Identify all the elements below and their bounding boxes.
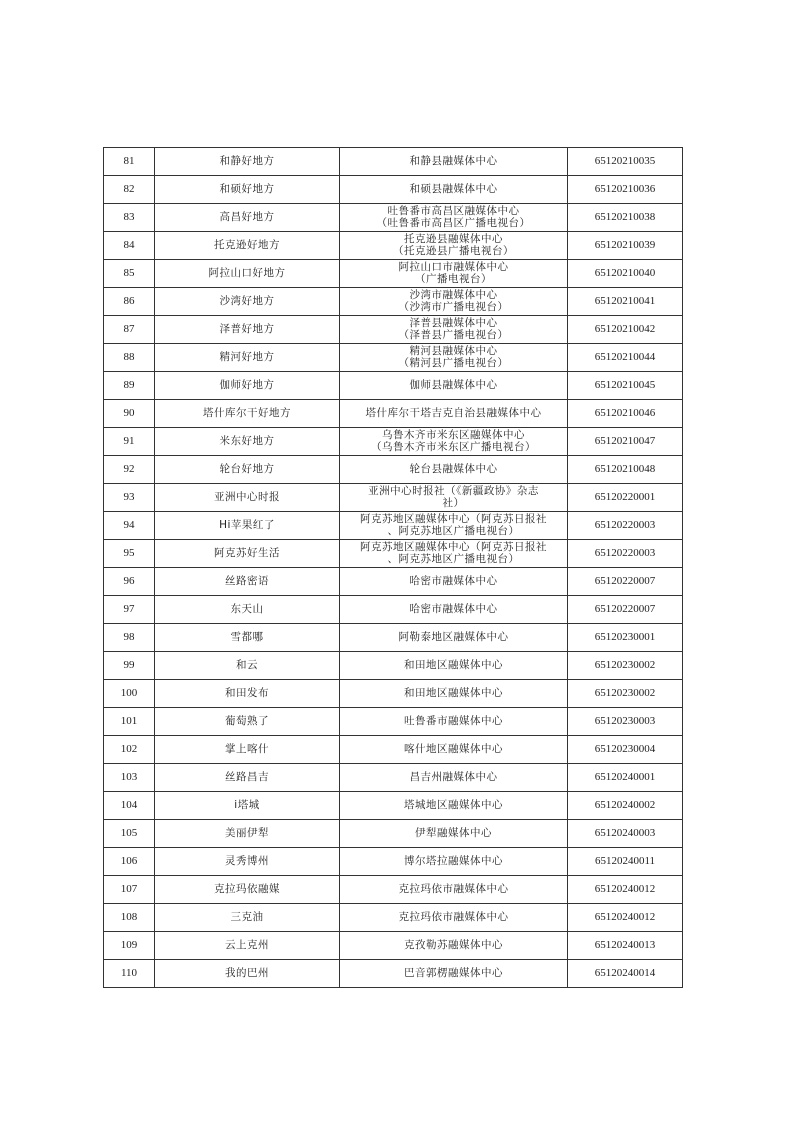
row-number: 103 xyxy=(104,764,155,792)
organization xyxy=(340,428,568,456)
organization xyxy=(340,820,568,848)
registration-code: 65120210044 xyxy=(568,344,683,372)
row-number: 94 xyxy=(104,512,155,540)
row-number: 101 xyxy=(104,708,155,736)
table-row xyxy=(104,512,683,540)
organization-line: （广播电视台） xyxy=(415,272,492,285)
account-name: Hi苹果红了 xyxy=(155,512,340,540)
table-row xyxy=(104,708,683,736)
organization-line: 轮台县融媒体中心 xyxy=(409,462,498,475)
account-name: 丝路昌吉 xyxy=(155,764,340,792)
table-row xyxy=(104,148,683,176)
account-name: 美丽伊犁 xyxy=(155,820,340,848)
row-number: 91 xyxy=(104,428,155,456)
registration-code: 65120240012 xyxy=(568,904,683,932)
account-name: 轮台好地方 xyxy=(155,456,340,484)
organization-line: 阿克苏地区融媒体中心（阿克苏日报社 xyxy=(360,513,547,525)
organization xyxy=(340,288,568,316)
organization-line: 克孜勒苏融媒体中心 xyxy=(404,938,503,951)
organization-line: 精河县融媒体中心 xyxy=(409,345,498,357)
registration-code: 65120240012 xyxy=(568,876,683,904)
account-name: 和田发布 xyxy=(155,680,340,708)
table-row xyxy=(104,624,683,652)
organization-line: 克拉玛依市融媒体中心 xyxy=(398,882,509,895)
table-row xyxy=(104,344,683,372)
table-row xyxy=(104,932,683,960)
account-name: 阿拉山口好地方 xyxy=(155,260,340,288)
registration-code: 65120210045 xyxy=(568,372,683,400)
row-number: 99 xyxy=(104,652,155,680)
organization xyxy=(340,456,568,484)
registration-code: 65120230002 xyxy=(568,652,683,680)
row-number: 106 xyxy=(104,848,155,876)
registration-code: 65120220007 xyxy=(568,596,683,624)
registration-code: 65120210046 xyxy=(568,400,683,428)
registration-code: 65120240011 xyxy=(568,848,683,876)
registration-code: 65120210039 xyxy=(568,232,683,260)
organization xyxy=(340,372,568,400)
organization xyxy=(340,484,568,512)
organization-line: 和田地区融媒体中心 xyxy=(404,658,503,671)
row-number: 88 xyxy=(104,344,155,372)
row-number: 110 xyxy=(104,960,155,988)
organization-line: 哈密市融媒体中心 xyxy=(409,574,498,587)
row-number: 107 xyxy=(104,876,155,904)
account-name: 和云 xyxy=(155,652,340,680)
organization xyxy=(340,204,568,232)
row-number: 104 xyxy=(104,792,155,820)
organization-line: 泽普县融媒体中心 xyxy=(409,317,498,329)
row-number: 84 xyxy=(104,232,155,260)
organization-line: 乌鲁木齐市米东区融媒体中心 xyxy=(382,429,525,441)
registration-code: 65120240001 xyxy=(568,764,683,792)
account-name: 高昌好地方 xyxy=(155,204,340,232)
organization xyxy=(340,176,568,204)
organization-line: （托克逊县广播电视台） xyxy=(393,244,514,257)
organization-line: 、阿克苏地区广播电视台） xyxy=(387,524,520,537)
table-row xyxy=(104,596,683,624)
table-row xyxy=(104,204,683,232)
organization-line: 哈密市融媒体中心 xyxy=(409,602,498,615)
organization xyxy=(340,904,568,932)
account-name: 三克油 xyxy=(155,904,340,932)
table-row xyxy=(104,960,683,988)
organization xyxy=(340,344,568,372)
account-name: 克拉玛依融媒 xyxy=(155,876,340,904)
registration-code: 65120210041 xyxy=(568,288,683,316)
account-name: 托克逊好地方 xyxy=(155,232,340,260)
registration-code: 65120230003 xyxy=(568,708,683,736)
organization-line: 沙湾市融媒体中心 xyxy=(409,289,498,301)
row-number: 87 xyxy=(104,316,155,344)
row-number: 100 xyxy=(104,680,155,708)
row-number: 92 xyxy=(104,456,155,484)
table-row xyxy=(104,428,683,456)
organization-line: （泽普县广播电视台） xyxy=(398,328,509,341)
organization xyxy=(340,680,568,708)
organization-line: 托克逊县融媒体中心 xyxy=(404,233,503,245)
table-body xyxy=(104,148,683,988)
row-number: 93 xyxy=(104,484,155,512)
organization xyxy=(340,568,568,596)
row-number: 102 xyxy=(104,736,155,764)
organization xyxy=(340,148,568,176)
account-name: 沙湾好地方 xyxy=(155,288,340,316)
organization-line: （精河县广播电视台） xyxy=(398,356,509,369)
row-number: 109 xyxy=(104,932,155,960)
row-number: 96 xyxy=(104,568,155,596)
organization xyxy=(340,848,568,876)
registration-code: 65120220003 xyxy=(568,512,683,540)
row-number: 85 xyxy=(104,260,155,288)
table-row xyxy=(104,484,683,512)
organization-line: （沙湾市广播电视台） xyxy=(398,300,509,313)
registration-code: 65120210042 xyxy=(568,316,683,344)
organization xyxy=(340,596,568,624)
table-row xyxy=(104,260,683,288)
table-row xyxy=(104,540,683,568)
table-row xyxy=(104,820,683,848)
registration-code: 65120230004 xyxy=(568,736,683,764)
account-name: 葡萄熟了 xyxy=(155,708,340,736)
account-name: 掌上喀什 xyxy=(155,736,340,764)
registration-code: 65120210038 xyxy=(568,204,683,232)
registration-code: 65120210047 xyxy=(568,428,683,456)
table-row xyxy=(104,652,683,680)
registration-code: 65120230002 xyxy=(568,680,683,708)
table-row xyxy=(104,792,683,820)
registration-code: 65120210036 xyxy=(568,176,683,204)
organization xyxy=(340,960,568,988)
registration-code: 65120220001 xyxy=(568,484,683,512)
organization-line: 社） xyxy=(442,496,465,509)
table-row xyxy=(104,764,683,792)
account-name: 我的巴州 xyxy=(155,960,340,988)
registration-code: 65120220003 xyxy=(568,540,683,568)
organization-line: 亚洲中心时报社（《新疆政协》杂志 xyxy=(368,485,539,497)
organization-line: （乌鲁木齐市米东区广播电视台） xyxy=(371,440,536,453)
account-name: 阿克苏好生活 xyxy=(155,540,340,568)
table-row xyxy=(104,288,683,316)
row-number: 95 xyxy=(104,540,155,568)
registration-code: 65120240002 xyxy=(568,792,683,820)
organization-line: 阿勒泰地区融媒体中心 xyxy=(398,630,509,643)
account-name: 云上克州 xyxy=(155,932,340,960)
account-name: 丝路密语 xyxy=(155,568,340,596)
organization xyxy=(340,316,568,344)
organization xyxy=(340,512,568,540)
registration-code: 65120240003 xyxy=(568,820,683,848)
organization xyxy=(340,400,568,428)
organization-line: 和田地区融媒体中心 xyxy=(404,686,503,699)
organization xyxy=(340,540,568,568)
table-row xyxy=(104,316,683,344)
table-row xyxy=(104,400,683,428)
organization xyxy=(340,624,568,652)
organization-line: 阿克苏地区融媒体中心（阿克苏日报社 xyxy=(360,541,547,553)
account-name: 伽师好地方 xyxy=(155,372,340,400)
table-row xyxy=(104,456,683,484)
organization xyxy=(340,764,568,792)
organization xyxy=(340,260,568,288)
table-row xyxy=(104,680,683,708)
organization xyxy=(340,708,568,736)
account-name: 和静好地方 xyxy=(155,148,340,176)
organization-line: 伊犁融媒体中心 xyxy=(415,826,492,839)
organization-line: 博尔塔拉融媒体中心 xyxy=(404,854,503,867)
table-row xyxy=(104,568,683,596)
organization-line: 伽师县融媒体中心 xyxy=(409,378,498,391)
registration-code: 65120240014 xyxy=(568,960,683,988)
organization-line: 吐鲁番市高昌区融媒体中心 xyxy=(387,205,520,217)
media-list-table xyxy=(103,147,683,988)
organization-line: （吐鲁番市高昌区广播电视台） xyxy=(376,216,531,229)
account-name: 塔什库尔干好地方 xyxy=(155,400,340,428)
row-number: 86 xyxy=(104,288,155,316)
account-name: 雪都哪 xyxy=(155,624,340,652)
organization xyxy=(340,876,568,904)
table-row xyxy=(104,232,683,260)
table-row xyxy=(104,876,683,904)
row-number: 108 xyxy=(104,904,155,932)
organization-line: 和硕县融媒体中心 xyxy=(409,182,498,195)
organization-line: 塔什库尔干塔吉克自治县融媒体中心 xyxy=(365,406,542,419)
row-number: 89 xyxy=(104,372,155,400)
row-number: 90 xyxy=(104,400,155,428)
row-number: 81 xyxy=(104,148,155,176)
account-name: 东天山 xyxy=(155,596,340,624)
registration-code: 65120210035 xyxy=(568,148,683,176)
row-number: 97 xyxy=(104,596,155,624)
account-name: 灵秀博州 xyxy=(155,848,340,876)
table-row xyxy=(104,736,683,764)
organization-line: 昌吉州融媒体中心 xyxy=(409,770,498,783)
organization xyxy=(340,232,568,260)
account-name: 精河好地方 xyxy=(155,344,340,372)
table-row xyxy=(104,176,683,204)
organization-line: 克拉玛依市融媒体中心 xyxy=(398,910,509,923)
account-name: 泽普好地方 xyxy=(155,316,340,344)
organization-line: 和静县融媒体中心 xyxy=(409,154,498,167)
organization-line: 巴音郭楞融媒体中心 xyxy=(404,966,503,979)
account-name: 亚洲中心时报 xyxy=(155,484,340,512)
account-name: 和硕好地方 xyxy=(155,176,340,204)
organization-line: 喀什地区融媒体中心 xyxy=(404,742,503,755)
registration-code: 65120210040 xyxy=(568,260,683,288)
organization xyxy=(340,932,568,960)
organization xyxy=(340,792,568,820)
organization xyxy=(340,652,568,680)
account-name: i塔城 xyxy=(155,792,340,820)
registration-code: 65120230001 xyxy=(568,624,683,652)
row-number: 83 xyxy=(104,204,155,232)
organization-line: 阿拉山口市融媒体中心 xyxy=(398,261,509,273)
organization-line: 塔城地区融媒体中心 xyxy=(404,798,503,811)
account-name: 米东好地方 xyxy=(155,428,340,456)
registration-code: 65120220007 xyxy=(568,568,683,596)
row-number: 105 xyxy=(104,820,155,848)
organization-line: 、阿克苏地区广播电视台） xyxy=(387,552,520,565)
organization-line: 吐鲁番市融媒体中心 xyxy=(404,714,503,727)
table-row xyxy=(104,848,683,876)
row-number: 82 xyxy=(104,176,155,204)
table-row xyxy=(104,904,683,932)
row-number: 98 xyxy=(104,624,155,652)
registration-code: 65120210048 xyxy=(568,456,683,484)
table-row xyxy=(104,372,683,400)
registration-code: 65120240013 xyxy=(568,932,683,960)
organization xyxy=(340,736,568,764)
